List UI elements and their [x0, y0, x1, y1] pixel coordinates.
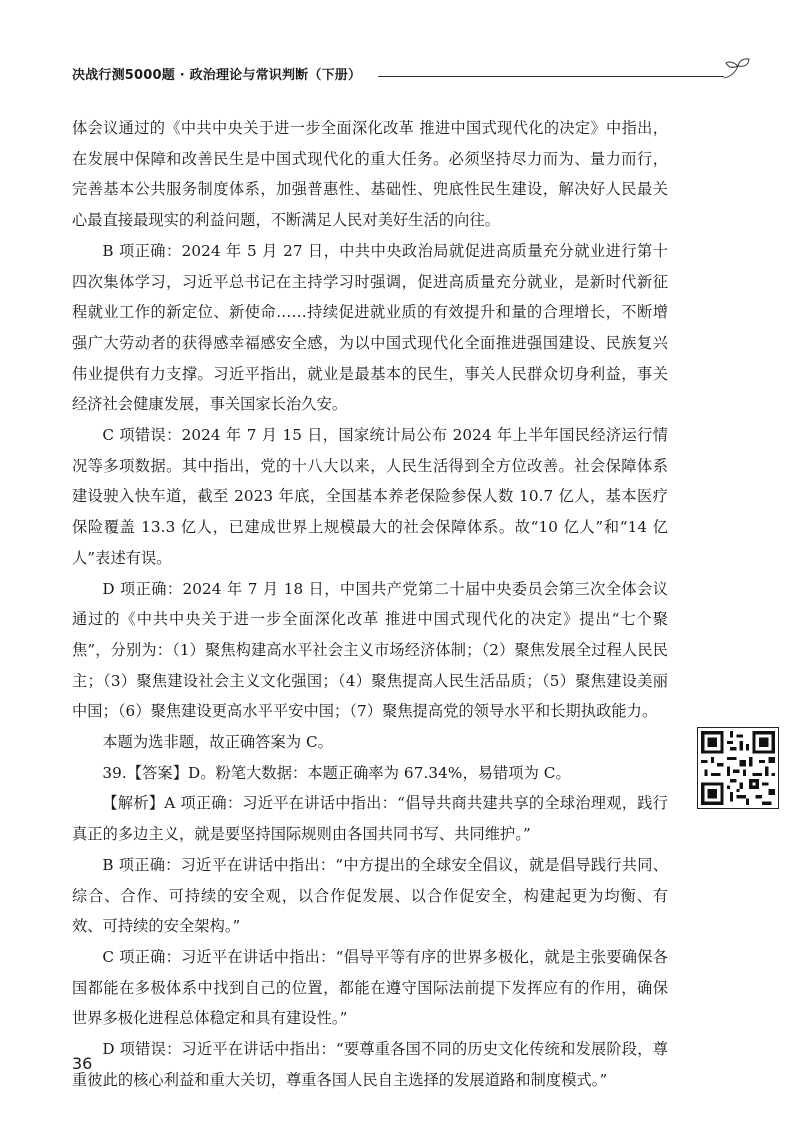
header-rule [378, 76, 724, 77]
paragraph-conclusion: 本题为选非题，故正确答案为 C。 [102, 733, 334, 752]
running-header [72, 62, 752, 88]
page-number: 36 [72, 1054, 93, 1073]
paragraph-answer-39: 39.【答案】D。粉笔大数据：本题正确率为 67.34%，易错项为 C。 [102, 763, 571, 782]
paragraph-continuation: 体会议通过的《中共中央关于进一步全面深化改革 推进中国式现代化的决定》中指出，在发展中保障和改善民生是中国式现代化的重大任务。必须坚持尽力而为、量力而行，完善基本公共服务制度体系，加强普惠性、基础性、兜底性民生建设，解决好人民最关心最直接最现实的利益问题，不断满足人民对美好生活的向往。 [72, 119, 668, 230]
paragraph-analysis-b: B 项正确：习近平在讲话中指出：“中方提出的全球安全倡议，就是倡导践行共同、综合、合作、可持续的安全观，以合作促发展、以合作促安全，构建起更为均衡、有效、可持续的安全架构。” [72, 855, 668, 936]
leaf-icon [722, 56, 752, 86]
paragraph-analysis-a: 【解析】A 项正确：习近平在讲话中指出：“倡导共商共建共享的全球治理观，践行真正的多边主义，就是要坚持国际规则由各国共同书写、共同维护。” [72, 794, 668, 844]
paragraph-option-b: B 项正确：2024 年 5 月 27 日，中共中央政治局就促进高质量充分就业进行第十四次集体学习，习近平总书记在主持学习时强调，促进高质量充分就业，是新时代新征程就业工作的新定位、新使命……持续促进就业质的有效提升和量的合理增长，不断增强广大劳动者的获得感幸福感安全感，为以中国式现代化全面推进强国建设、民族复兴伟业提供有力支撑。习近平指出，就业是最基本的民生，事关人民群众切身利益，事关经济社会健康发展，事关国家长治久安。 [72, 241, 668, 414]
book-title: 决战行测5000题 · 政治理论与常识判断（下册） [72, 68, 362, 83]
body-text [72, 113, 668, 1096]
paragraph-analysis-d: D 项错误：习近平在讲话中指出：“要尊重各国不同的历史文化传统和发展阶段，尊重彼此的核心利益和重大关切，尊重各国人民自主选择的发展道路和制度模式。” [72, 1040, 668, 1089]
paragraph-analysis-c: C 项正确：习近平在讲话中指出：“倡导平等有序的世界多极化，就是主张要确保各国都能在多极体系中找到自己的位置，都能在遵守国际法前提下发挥应有的作用，确保世界多极化进程总体稳定和具有建设性。” [72, 947, 668, 1028]
paragraph-option-d: D 项正确：2024 年 7 月 18 日，中国共产党第二十届中央委员会第三次全体会议通过的《中共中央关于进一步全面深化改革 推进中国式现代化的决定》提出“七个聚焦”，分别为：（1）聚焦构建高水平社会主义市场经济体制；（2）聚焦发展全过程人民民主；（3）聚焦建设社会主义文化强国；（4）聚焦提高人民生活品质；（5）聚焦建设美丽中国；（6）聚焦建设更高水平平安中国；（7）聚焦提高党的领导水平和长期执政能力。 [72, 579, 668, 721]
paragraph-option-c: C 项错误：2024 年 7 月 15 日，国家统计局公布 2024 年上半年国民经济运行情况等多项数据。其中指出，党的十八大以来，人民生活得到全方位改善。社会保障体系建设驶入快车道，截至 2023 年底，全国基本养老保险参保人数 10.7 亿人，基本医疗保险覆盖 13.3 亿人，已建成世界上规模最大的社会保障体系。故“10 亿人”和“14 亿人”表述有误。 [72, 426, 668, 567]
qr-code [697, 727, 779, 809]
